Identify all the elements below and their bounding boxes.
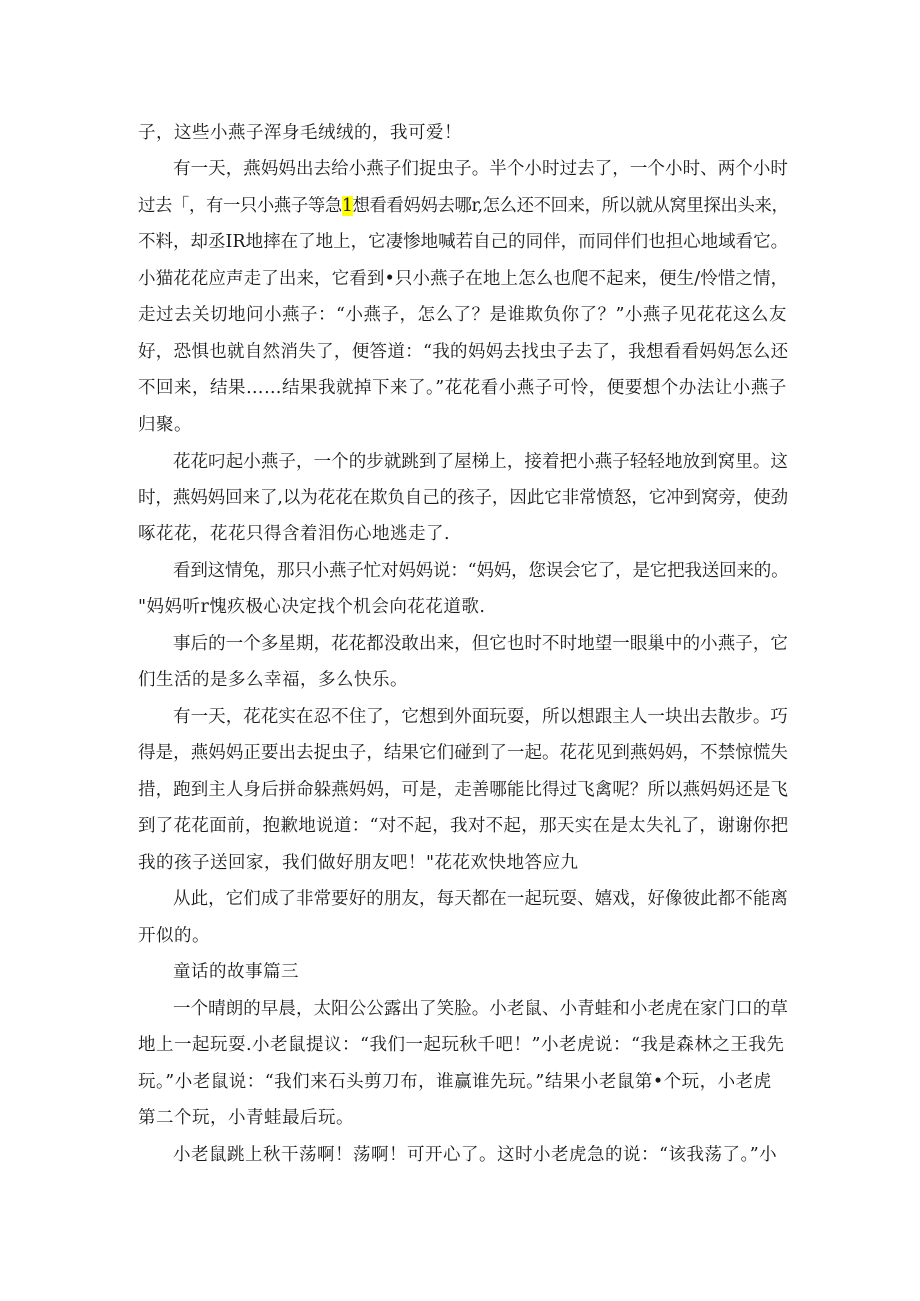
text-line: 不料，却丞IR地摔在了地上，它凄惨地喊若自己的同伴，而同伴们也担心地域看它。: [138, 232, 789, 252]
text-segment: 过去「，有一只小燕子等急: [138, 196, 342, 216]
text-line: 归聚。: [138, 415, 192, 435]
text-line: 子，这些小燕子浑身毛绒绒的，我可爱！: [138, 123, 462, 143]
text-line: 开似的。: [138, 926, 210, 946]
text-line: 有一天，花花实在忍不住了，它想到外面玩耍，所以想跟主人一块出去散步。巧: [173, 707, 788, 727]
text-line: 小猫花花应声走了出来，它看到•只小燕子在地上怎么也爬不起来，便生/怜惜之情，: [138, 269, 789, 289]
text-line: 到了花花面前，抱歉地说道：“对不起，我对不起，那天实在是太失礼了，谢谢你把: [138, 816, 789, 836]
text-line: 地上一起玩耍.小老鼠提议：“我们一起玩秋千吧！”小老虎说：“我是森林之王我先: [138, 1035, 785, 1055]
text-line: 看到这情兔，那只小燕子忙对妈妈说：“妈妈，您误会它了，是它把我送回来的。: [173, 561, 789, 581]
text-line: 玩。”小老鼠说：“我们来石头剪刀布，谁赢谁先玩。”结果小老鼠第•个玩，小老虎: [138, 1072, 772, 1092]
text-line: 啄花花，花花只得含着泪伤心地逃走了.: [138, 524, 451, 544]
text-line: 不回来，结果……结果我就掉下来了。”花花看小燕子可怜，便要想个办法让小燕子: [138, 378, 787, 398]
text-line: 措，跑到主人身后拼命躲燕妈妈，可是，走善哪能比得过飞禽呢？所以燕妈妈还是飞: [138, 780, 788, 800]
text-line: 们生活的是多么幸福，多么快乐。: [138, 670, 408, 690]
text-line: 第二个玩，小青蛙最后玩。: [138, 1108, 354, 1128]
text-line: 时，燕妈妈回来了,以为花花在欺负自己的孩子，因此它非常愤怒，它冲到窝旁，使劲: [138, 488, 789, 508]
text-segment: 想看看妈妈去哪r,怎么还不回来，所以就从窝里探出头来，: [352, 196, 789, 216]
text-line: 有一天，燕妈妈出去给小燕子们捉虫子。半个小时过去了，一个小时、两个小时: [173, 159, 788, 179]
text-line: [138, 194, 788, 218]
text-line: 我的孩子送回家，我们做好朋友吧！"花花欢快地答应九: [138, 853, 579, 873]
text-line: 从此，它们成了非常要好的朋友，每天都在一起玩耍、嬉戏，好像彼此都不能离: [173, 889, 788, 909]
text-line: 一个晴朗的早晨，太阳公公露出了笑脸。小老鼠、小青蛙和小老虎在家门口的草: [173, 999, 788, 1019]
text-line: 走过去关切地问小燕子：“小燕子，怎么了？是谁欺负你了？”小燕子见花花这么友: [138, 305, 787, 325]
text-line: 好，恐惧也就自然消失了，便答道：“我的妈妈去找虫子去了，我想看看妈妈怎么还: [138, 342, 789, 362]
text-line: 事后的一个多星期，花花都没敢出来，但它也时不时地望一眼巢中的小燕子，它: [173, 634, 788, 654]
text-line: "妈妈听r愧疚极心决定找个机会向花花道歌.: [138, 597, 486, 617]
text-line: 花花叼起小燕子，一个的步就跳到了屋梯上，接着把小燕子轻轻地放到窝里。这: [173, 452, 788, 472]
text-line: 小老鼠跳上秋干荡啊！荡啊！可开心了。这时小老虎急的说：“该我荡了。”小: [173, 1145, 778, 1165]
highlighted-text: 1: [341, 196, 353, 216]
section-heading: 童话的故事篇三: [173, 962, 299, 982]
text-line: 得是，燕妈妈正要出去捉虫子，结果它们碰到了一起。花花见到燕妈妈，不禁惊慌失: [138, 743, 788, 763]
